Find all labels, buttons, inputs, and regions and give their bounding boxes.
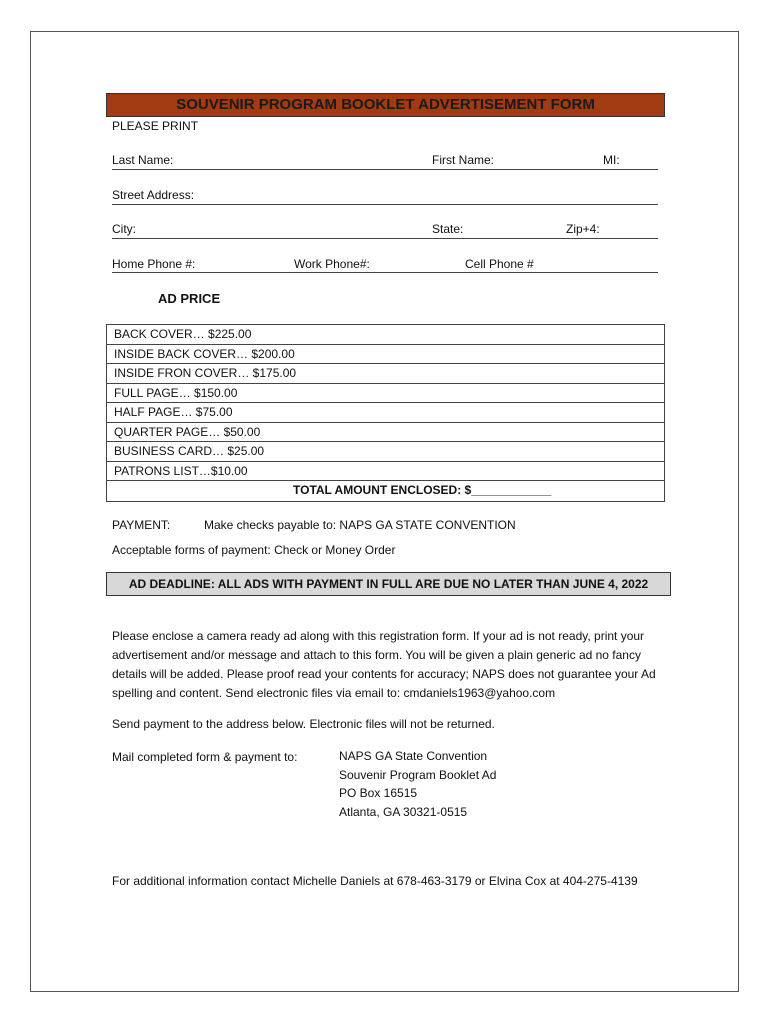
work-phone-label: Work Phone#: bbox=[294, 257, 370, 271]
payment-instructions: Make checks payable to: NAPS GA STATE CONVENTION bbox=[204, 518, 516, 532]
price-row-full-page: FULL PAGE… $150.00 bbox=[107, 384, 664, 404]
ad-deadline-banner: AD DEADLINE: ALL ADS WITH PAYMENT IN FULL ARE DUE NO LATER THAN JUNE 4, 2022 bbox=[106, 572, 671, 596]
city-label: City: bbox=[112, 222, 136, 236]
contact-info: For additional information contact Michelle Daniels at 678-463-3179 or Elvina Cox at 404-275-4139 bbox=[112, 874, 638, 888]
home-phone-label: Home Phone #: bbox=[112, 257, 196, 271]
mail-to-label: Mail completed form & payment to: bbox=[112, 750, 298, 764]
zip-label: Zip+4: bbox=[566, 222, 600, 236]
street-line[interactable] bbox=[112, 204, 658, 205]
ad-price-table bbox=[106, 324, 665, 502]
mi-label: MI: bbox=[603, 153, 620, 167]
first-name-label: First Name: bbox=[432, 153, 495, 167]
price-row-inside-back-cover: INSIDE BACK COVER… $200.00 bbox=[107, 345, 664, 365]
price-row-inside-front-cover: INSIDE FRON COVER… $175.00 bbox=[107, 364, 664, 384]
state-label: State: bbox=[432, 222, 464, 236]
name-line[interactable] bbox=[112, 169, 658, 170]
price-row-business-card: BUSINESS CARD… $25.00 bbox=[107, 442, 664, 462]
mailing-address bbox=[339, 747, 496, 821]
address-line-1: NAPS GA State Convention bbox=[339, 749, 488, 763]
address-line-2: Souvenir Program Booklet Ad bbox=[339, 767, 497, 782]
cell-phone-label: Cell Phone # bbox=[465, 257, 534, 271]
price-row-half-page: HALF PAGE… $75.00 bbox=[107, 403, 664, 423]
phone-line[interactable] bbox=[112, 272, 658, 273]
price-row-back-cover: BACK COVER… $225.00 bbox=[107, 325, 664, 345]
payment-label: PAYMENT: bbox=[112, 518, 171, 532]
price-row-patrons-list: PATRONS LIST…$10.00 bbox=[107, 462, 664, 482]
total-amount-enclosed[interactable]: TOTAL AMOUNT ENCLOSED: $____________ bbox=[293, 483, 552, 497]
form-page bbox=[30, 31, 739, 992]
address-line-3: PO Box 16515 bbox=[339, 786, 418, 800]
city-line[interactable] bbox=[112, 238, 658, 239]
acceptable-payment-forms: Acceptable forms of payment: Check or Money Order bbox=[112, 543, 396, 557]
instructions-paragraph: Please enclose a camera ready ad along with this registration form. If your ad is not ready, print your advertisement and/or message and attach to this form. You will be given a plain generic ad no fancy details will be added. Please proof read your contents for accuracy; NAPS does not guarantee your Ad spelling and content. Send electronic files via email to: cmdaniels1963@yahoo.com bbox=[112, 629, 656, 700]
last-name-label: Last Name: bbox=[112, 153, 174, 167]
address-line-4: Atlanta, GA 30321-0515 bbox=[339, 804, 468, 819]
please-print-note: PLEASE PRINT bbox=[112, 119, 199, 133]
street-address-label: Street Address: bbox=[112, 188, 195, 202]
form-title: SOUVENIR PROGRAM BOOKLET ADVERTISEMENT FORM bbox=[106, 93, 665, 117]
send-payment-note: Send payment to the address below. Electronic files will not be returned. bbox=[112, 717, 495, 731]
price-row-quarter-page: QUARTER PAGE… $50.00 bbox=[107, 423, 664, 443]
ad-price-heading: AD PRICE bbox=[158, 291, 221, 306]
